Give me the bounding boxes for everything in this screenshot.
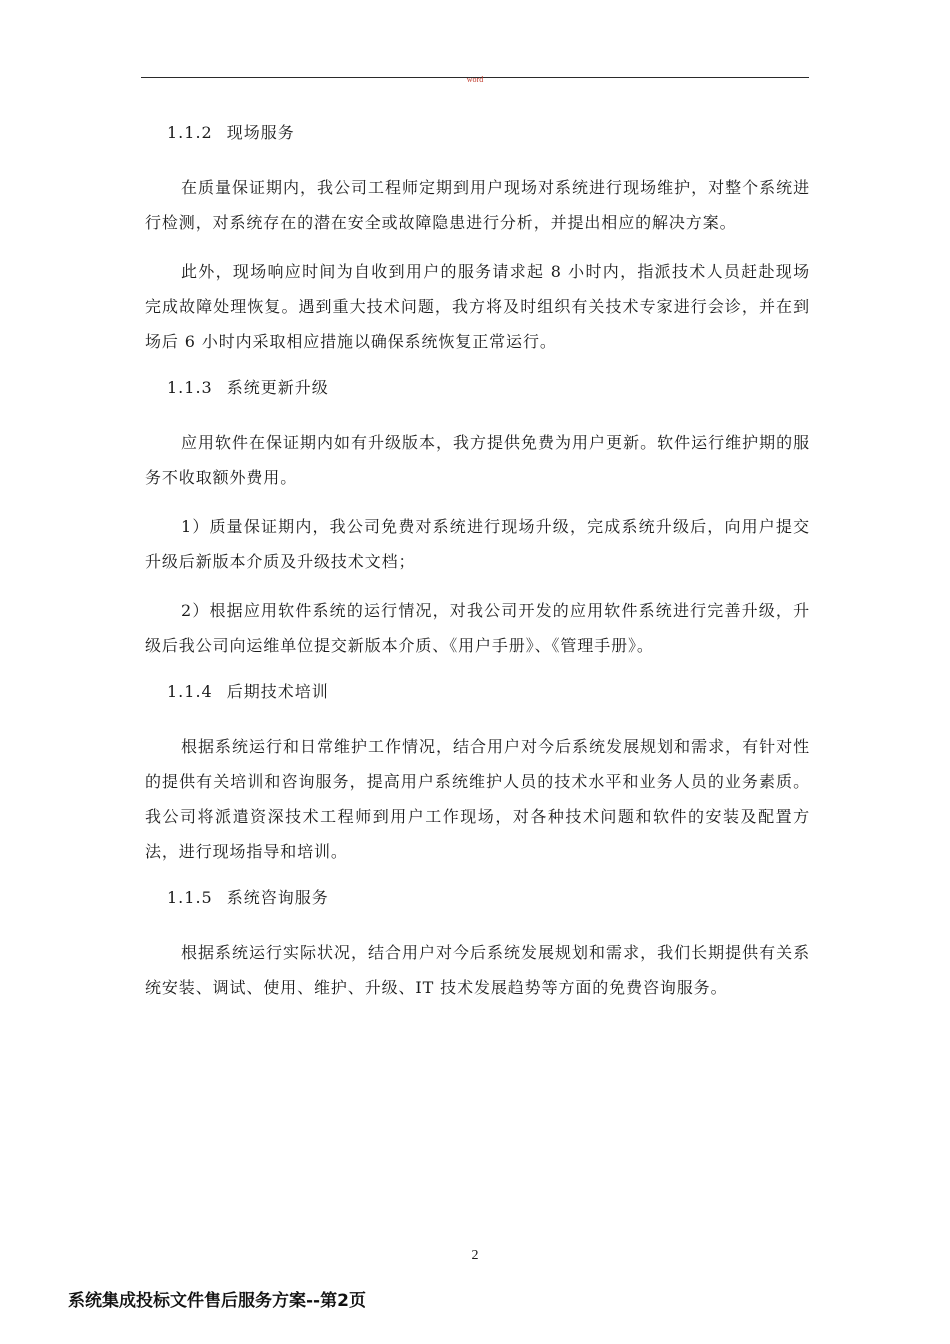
- section-heading: [145, 118, 810, 148]
- section-1-1-3: [145, 373, 810, 663]
- document-body: [145, 118, 810, 1019]
- paragraph: 2）根据应用软件系统的运行情况，对我公司开发的应用软件系统进行完善升级，升级后我公司向运维单位提交新版本介质、《用户手册》、《管理手册》。: [145, 601, 810, 655]
- header-mark: word: [466, 75, 484, 84]
- section-number: 1.1.2: [167, 123, 213, 142]
- section-1-1-4: [145, 677, 810, 869]
- section-heading: [145, 677, 810, 707]
- paragraph: 应用软件在保证期内如有升级版本，我方提供免费为用户更新。软件运行维护期的服务不收取额外费用。: [145, 433, 810, 487]
- section-number: 1.1.5: [167, 888, 213, 907]
- paragraph: 根据系统运行实际状况，结合用户对今后系统发展规划和需求，我们长期提供有关系统安装、调试、使用、维护、升级、IT 技术发展趋势等方面的免费咨询服务。: [145, 943, 810, 997]
- section-heading: [145, 883, 810, 913]
- section-number: 1.1.4: [167, 682, 213, 701]
- paragraph: 1）质量保证期内，我公司免费对系统进行现场升级，完成系统升级后，向用户提交升级后新版本介质及升级技术文档；: [145, 517, 810, 571]
- section-1-1-2: [145, 118, 810, 359]
- section-heading: [145, 373, 810, 403]
- section-title: 系统更新升级: [226, 378, 329, 397]
- section-title: 系统咨询服务: [226, 888, 329, 907]
- footer-caption: 系统集成投标文件售后服务方案--第2页: [68, 1291, 366, 1311]
- paragraph: 在质量保证期内，我公司工程师定期到用户现场对系统进行现场维护，对整个系统进行检测，对系统存在的潜在安全或故障隐患进行分析，并提出相应的解决方案。: [145, 178, 810, 232]
- section-title: 现场服务: [226, 123, 295, 142]
- section-title: 后期技术培训: [226, 682, 329, 701]
- page-number: 2: [471, 1248, 479, 1263]
- section-number: 1.1.3: [167, 378, 213, 397]
- section-1-1-5: [145, 883, 810, 1005]
- paragraph: 根据系统运行和日常维护工作情况，结合用户对今后系统发展规划和需求，有针对性的提供有关培训和咨询服务，提高用户系统维护人员的技术水平和业务人员的业务素质。我公司将派遣资深技术工程师到用户工作现场，对各种技术问题和软件的安装及配置方法，进行现场指导和培训。: [145, 737, 810, 861]
- paragraph: 此外，现场响应时间为自收到用户的服务请求起 8 小时内，指派技术人员赶赴现场完成故障处理恢复。遇到重大技术问题，我方将及时组织有关技术专家进行会诊，并在到场后 6 小时内采取相应措施以确保系统恢复正常运行。: [145, 262, 810, 351]
